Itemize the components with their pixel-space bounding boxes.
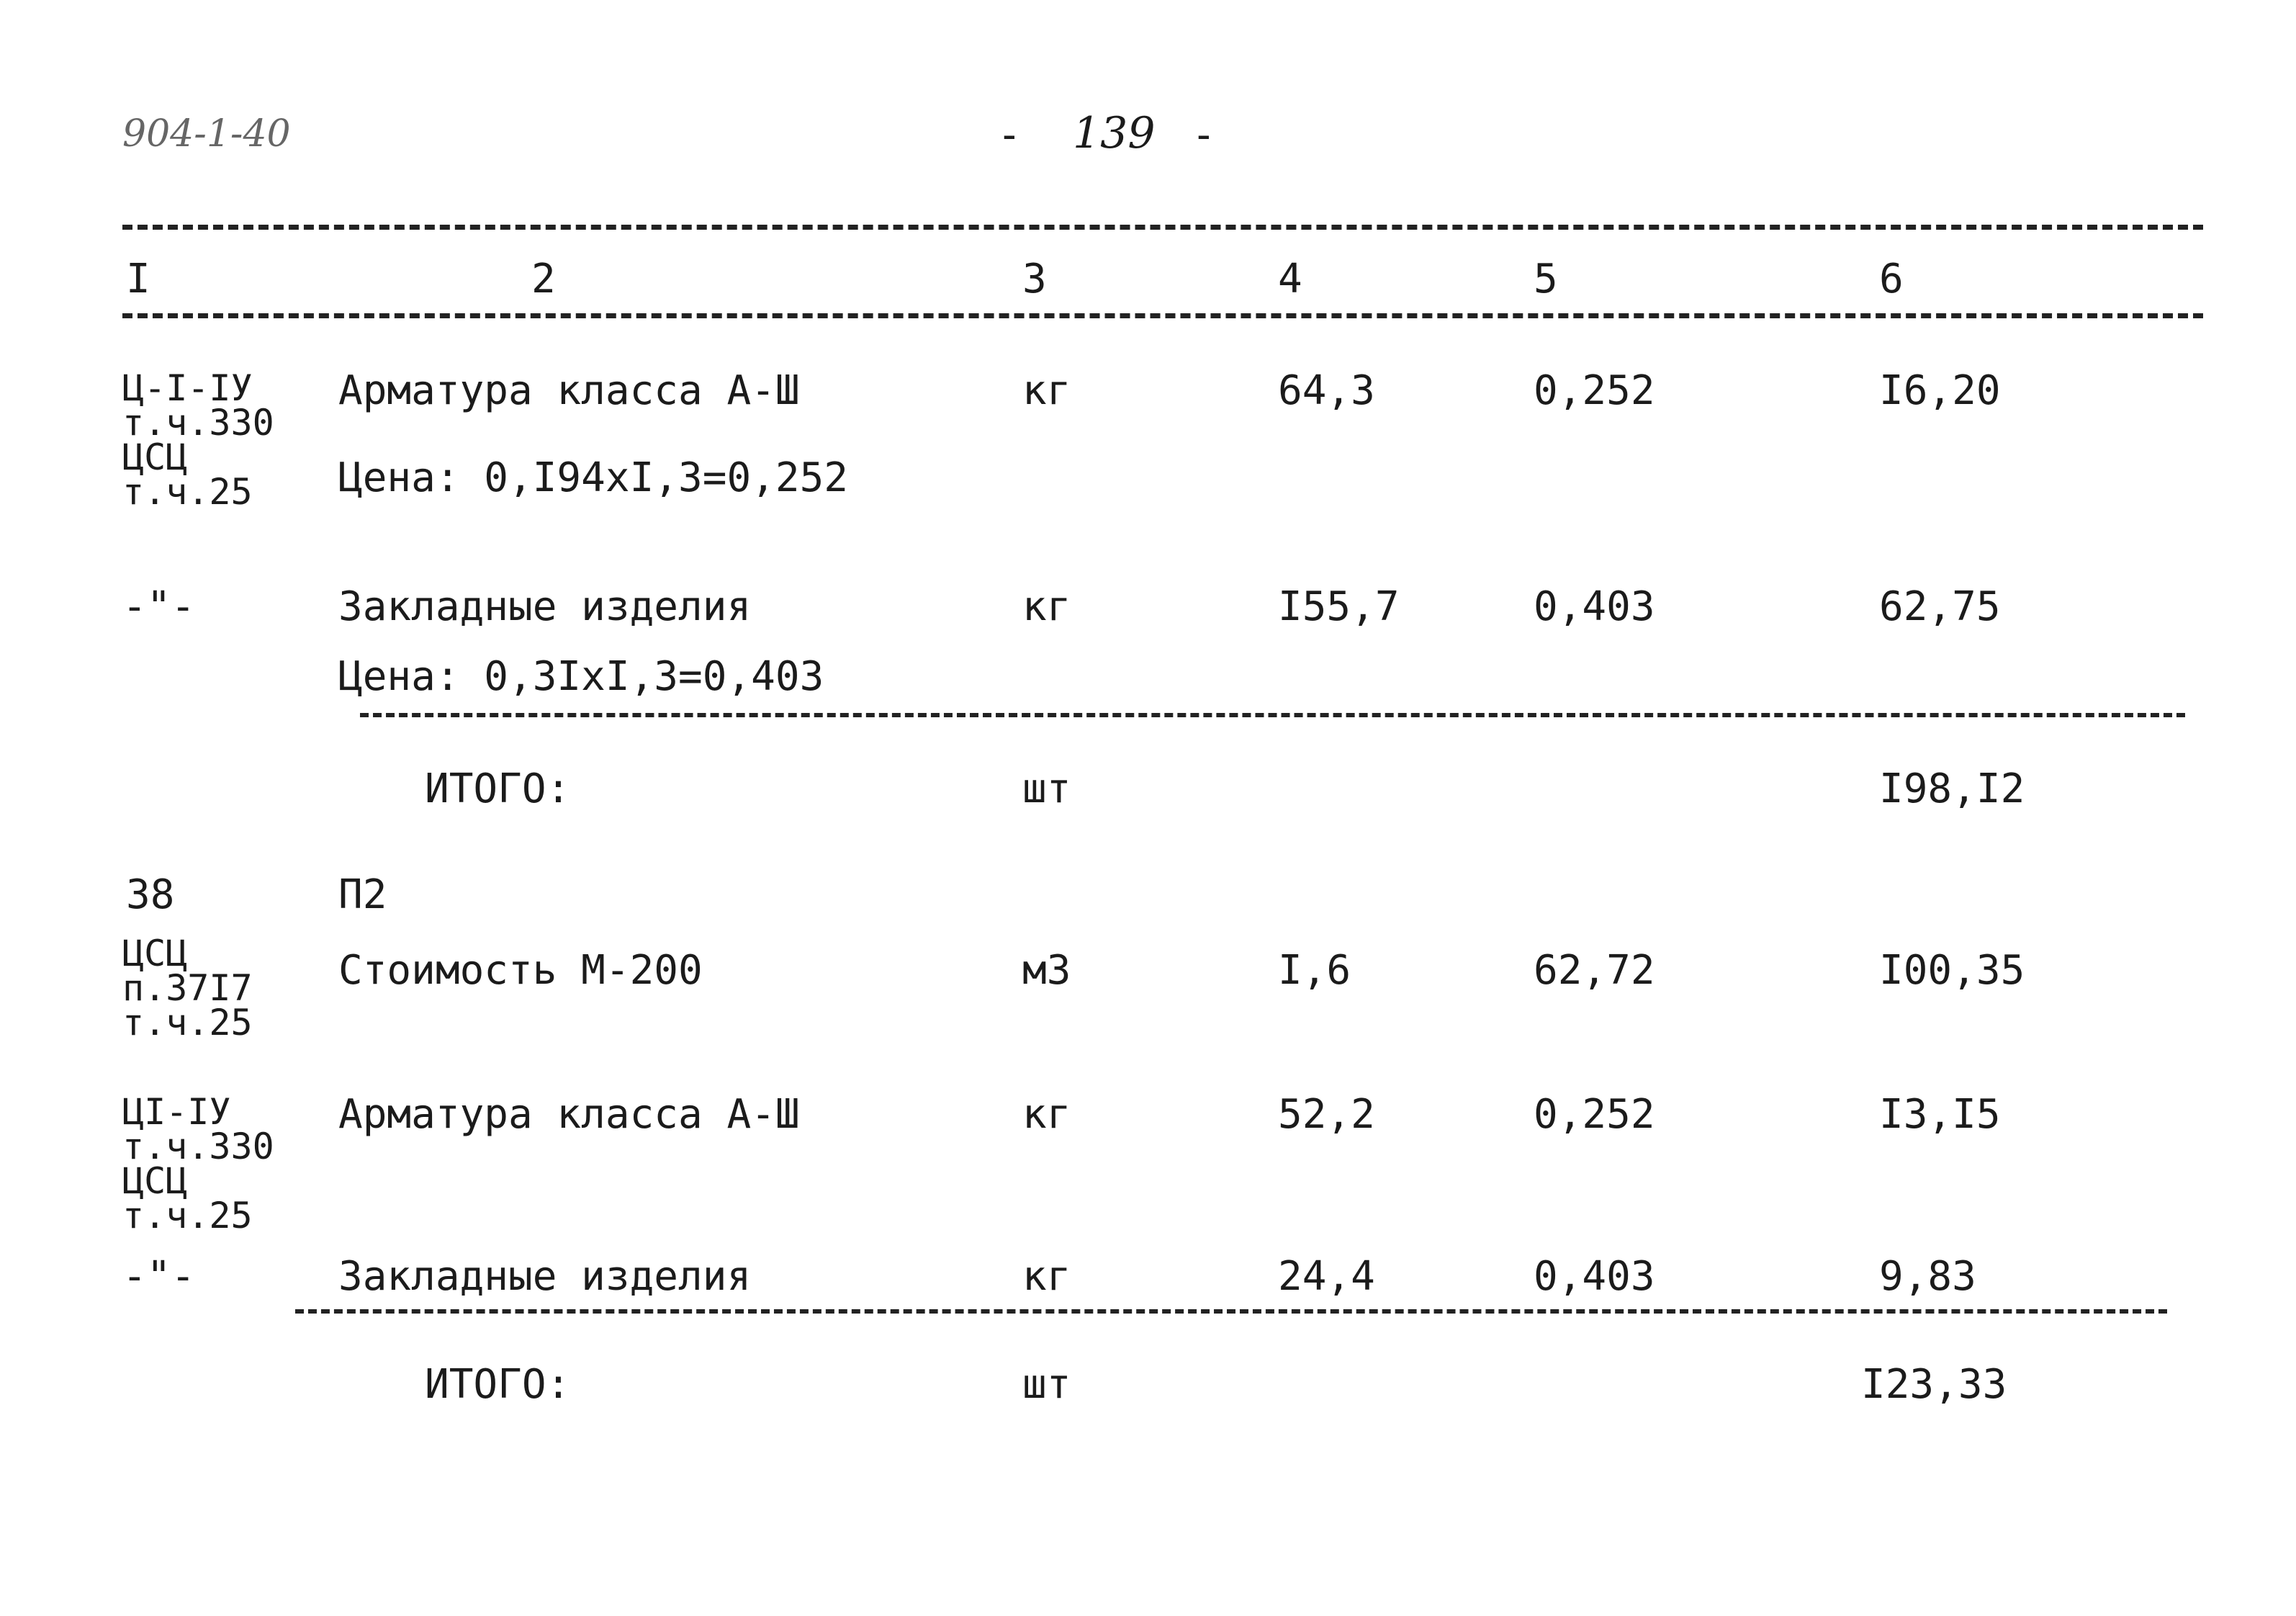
total-cell: 62,75 <box>1879 583 2001 630</box>
qty-cell: 52,2 <box>1278 1091 1375 1138</box>
unit-cell: кг <box>1022 367 1071 414</box>
unit-cell: кг <box>1022 1253 1071 1300</box>
qty-cell: I,6 <box>1278 947 1351 994</box>
total-value: I98,I2 <box>1879 766 2025 812</box>
page-number: 139 <box>1073 108 1156 158</box>
price-cell: 0,252 <box>1534 367 1655 414</box>
row-code: Ц-I-IУ т.ч.330 ЦСЦ т.ч.25 <box>122 367 274 513</box>
column-header-1: I <box>126 256 150 302</box>
row-code: ЦI-IУ т.ч.330 ЦСЦ т.ч.25 <box>122 1091 274 1236</box>
total-cell: I6,20 <box>1879 367 2001 414</box>
item-name: Закладные изделия <box>338 583 752 630</box>
price-cell: 62,72 <box>1534 947 1655 994</box>
column-header-4: 4 <box>1278 256 1302 302</box>
column-header-5: 5 <box>1534 256 1558 302</box>
qty-cell: 24,4 <box>1278 1253 1375 1300</box>
total-label: ИТОГО: <box>425 766 571 812</box>
price-cell: 0,403 <box>1534 583 1655 630</box>
price-note: Цена: 0,3IхI,3=0,403 <box>338 653 824 700</box>
document-code: 904-1-40 <box>122 112 291 156</box>
total-value: I23,33 <box>1861 1361 2007 1408</box>
price-cell: 0,252 <box>1534 1091 1655 1138</box>
table-header-rule <box>122 313 2203 318</box>
row-code: -"- <box>122 583 196 630</box>
total-cell: I00,35 <box>1879 947 2025 994</box>
unit-cell: кг <box>1022 583 1071 630</box>
total-cell: I3,I5 <box>1879 1091 2001 1138</box>
item-name: Закладные изделия <box>338 1253 752 1300</box>
position-number: 38 <box>126 871 175 918</box>
row-code: -"- <box>122 1253 196 1300</box>
column-header-2: 2 <box>531 256 556 302</box>
item-name: Стоимость М-200 <box>338 947 703 994</box>
item-name: Арматура класса А-Ш <box>338 367 800 414</box>
total-unit: шт <box>1022 1361 1071 1408</box>
qty-cell: 64,3 <box>1278 367 1375 414</box>
total-cell: 9,83 <box>1879 1253 1976 1300</box>
unit-cell: м3 <box>1022 947 1071 994</box>
table-top-rule <box>122 225 2203 230</box>
subtotal-rule <box>295 1309 2167 1314</box>
page-number-dash-left: - <box>997 112 1022 158</box>
unit-cell: кг <box>1022 1091 1071 1138</box>
total-unit: шт <box>1022 766 1071 812</box>
page-number-dash-right: - <box>1192 112 1216 158</box>
subtotal-rule <box>360 713 2185 717</box>
price-cell: 0,403 <box>1534 1253 1655 1300</box>
position-title: П2 <box>338 871 387 918</box>
price-note: Цена: 0,I94хI,3=0,252 <box>338 454 849 501</box>
row-code: ЦСЦ п.37I7 т.ч.25 <box>122 933 253 1043</box>
column-header-3: 3 <box>1022 256 1047 302</box>
item-name: Арматура класса А-Ш <box>338 1091 800 1138</box>
qty-cell: I55,7 <box>1278 583 1400 630</box>
column-header-6: 6 <box>1879 256 1904 302</box>
total-label: ИТОГО: <box>425 1361 571 1408</box>
